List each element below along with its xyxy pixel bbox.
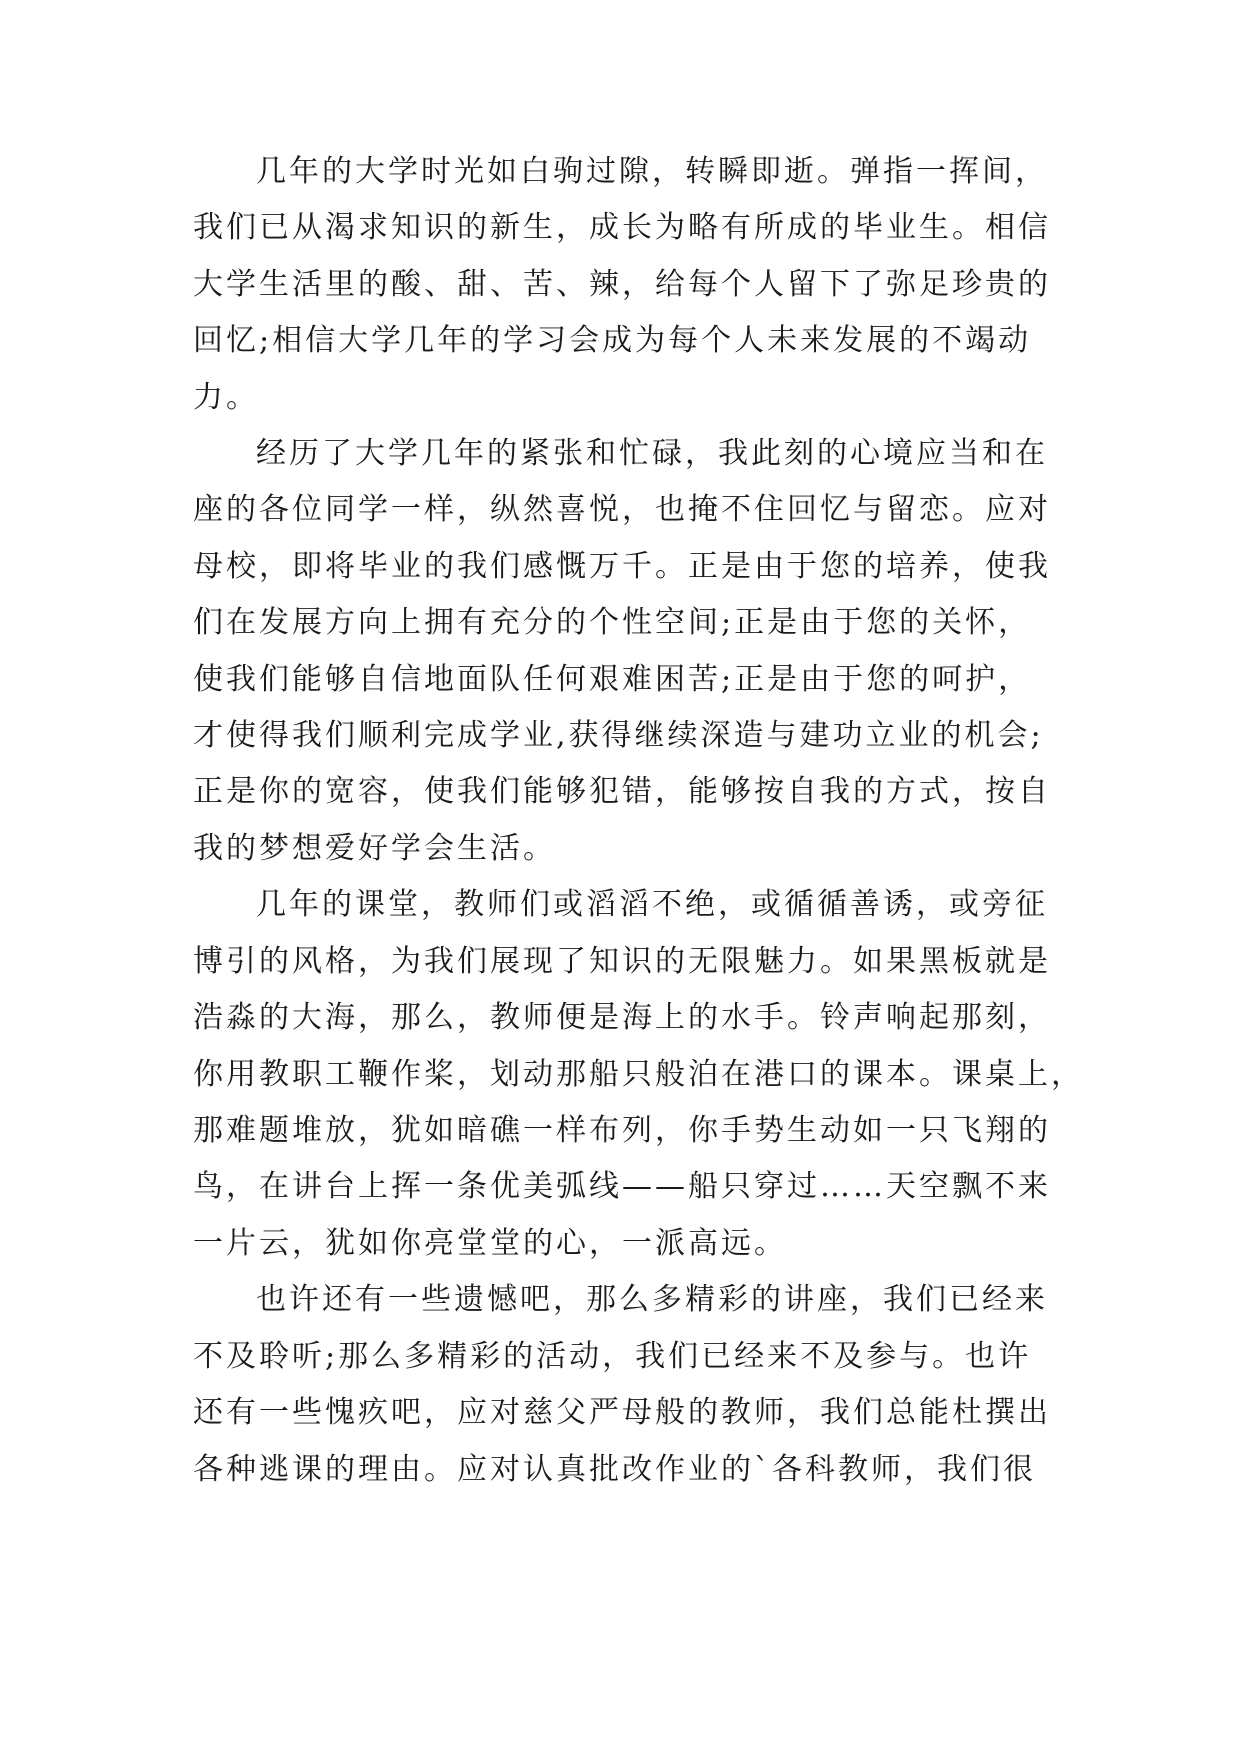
paragraph-1-line-2: 我们已从渴求知识的新生，成长为略有所成的毕业生。相信: [193, 210, 1051, 245]
paragraph-3-line-7: 一片云，犹如你亮堂堂的心，一派高远。: [193, 1226, 787, 1261]
paragraph-1-line-4: 回忆;相信大学几年的学习会成为每个人未来发展的不竭动: [193, 323, 1032, 358]
paragraph-2-line-2: 座的各位同学一样，纵然喜悦，也掩不住回忆与留恋。应对: [193, 492, 1051, 527]
paragraph-4-line-3: 还有一些愧疚吧，应对慈父严母般的教师，我们总能杜撰出: [193, 1395, 1051, 1430]
paragraph-3-line-3: 浩淼的大海，那么，教师便是海上的水手。铃声响起那刻，: [193, 1000, 1051, 1035]
paragraph-3-line-6: 鸟，在讲台上挥一条优美弧线——船只穿过……天空飘不来: [193, 1169, 1051, 1204]
paragraph-2-line-7: 正是你的宽容，使我们能够犯错，能够按自我的方式，按自: [193, 774, 1051, 809]
paragraph-2-line-4: 们在发展方向上拥有充分的个性空间;正是由于您的关怀，: [193, 605, 1032, 640]
paragraph-2-line-1: 经历了大学几年的紧张和忙碌，我此刻的心境应当和在: [256, 436, 1048, 471]
paragraph-2-line-5: 使我们能够自信地面队任何艰难困苦;正是由于您的呵护，: [193, 662, 1032, 697]
paragraph-4-line-4: 各种逃课的理由。应对认真批改作业的`各科教师，我们很: [193, 1452, 1036, 1487]
paragraph-3-line-2: 博引的风格，为我们展现了知识的无限魅力。如果黑板就是: [193, 944, 1051, 979]
paragraph-2-line-3: 母校，即将毕业的我们感慨万千。正是由于您的培养，使我: [193, 549, 1051, 584]
paragraph-4-line-1: 也许还有一些遗憾吧，那么多精彩的讲座，我们已经来: [256, 1282, 1048, 1317]
paragraph-3-line-1: 几年的课堂，教师们或滔滔不绝，或循循善诱，或旁征: [256, 887, 1048, 922]
paragraph-4-line-2: 不及聆听;那么多精彩的活动，我们已经来不及参与。也许: [193, 1339, 1032, 1374]
paragraph-1-line-5: 力。: [193, 380, 259, 415]
paragraph-3-line-5: 那难题堆放，犹如暗礁一样布列，你手势生动如一只飞翔的: [193, 1113, 1051, 1148]
paragraph-2-line-6: 才使得我们顺利完成学业,获得继续深造与建功立业的机会;: [193, 718, 1044, 753]
paragraph-2-line-8: 我的梦想爱好学会生活。: [193, 831, 556, 866]
paragraph-1-line-3: 大学生活里的酸、甜、苦、辣，给每个人留下了弥足珍贵的: [193, 267, 1051, 302]
paragraph-1-line-1: 几年的大学时光如白驹过隙，转瞬即逝。弹指一挥间，: [256, 154, 1048, 189]
paragraph-3-line-4: 你用教职工鞭作桨，划动那船只般泊在港口的课本。课桌上，: [193, 1057, 1084, 1092]
